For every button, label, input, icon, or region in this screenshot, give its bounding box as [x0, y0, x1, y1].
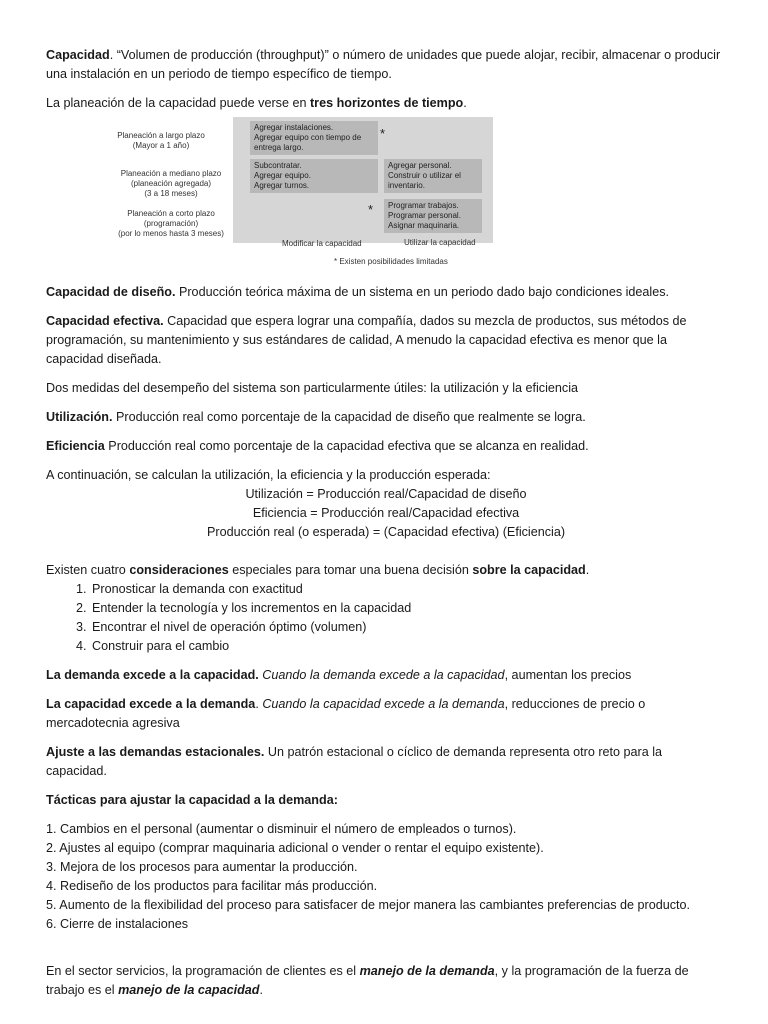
demand-exceeds-text: , aumentan los precios	[504, 668, 632, 682]
document-page	[46, 46, 726, 1000]
term-utilization: Utilización.	[46, 410, 113, 424]
cell-mid-use-3: inventario.	[388, 181, 425, 190]
limited-star-long: *	[380, 126, 386, 141]
term-demand-exceeds: La demanda excede a la capacidad.	[46, 668, 259, 682]
list-item: 1. Cambios en el personal (aumentar o disminuir el número de empleados o turnos).	[46, 822, 517, 836]
term-capacidad: Capacidad	[46, 48, 110, 62]
row-label-short-l1: Planeación a corto plazo	[127, 209, 215, 218]
tactics-heading	[46, 791, 726, 810]
formula-expected-output: Producción real (o esperada) = (Capacidad efectiva) (Eficiencia)	[206, 525, 566, 539]
services-demand-management: manejo de la demanda	[359, 964, 495, 978]
tactics-list	[46, 820, 726, 934]
considerations-intro	[46, 561, 726, 580]
row-label-short	[106, 209, 236, 239]
efficiency-definition	[46, 437, 726, 456]
formulas	[46, 485, 726, 542]
demand-exceeds-capacity	[46, 666, 726, 685]
capacity-exceeds-dot: .	[255, 697, 263, 711]
list-item: 3. Encontrar el nivel de operación óptimo (volumen)	[90, 618, 726, 637]
calculation-intro: A continuación, se calculan la utilización, la eficiencia y la producción esperada:	[46, 468, 491, 482]
list-item: 2. Entender la tecnología y los incrementos en la capacidad	[90, 599, 726, 618]
cell-mid-use-1: Agregar personal.	[388, 161, 452, 170]
planning-intro	[46, 94, 726, 113]
formula-efficiency: Eficiencia = Producción real/Capacidad efectiva	[252, 506, 520, 520]
row-label-mid-l1: Planeación a mediano plazo	[120, 169, 222, 178]
demand-exceeds-italic: Cuando la demanda excede a la capacidad	[262, 668, 505, 682]
axis-modify-capacity: Modificar la capacidad	[282, 239, 362, 248]
capacity-definition	[46, 46, 726, 84]
formula-utilization: Utilización = Producción real/Capacidad de diseño	[245, 487, 527, 501]
seasonal-demand	[46, 743, 726, 781]
planning-intro-pre: La planeación de la capacidad puede verse en	[46, 96, 310, 110]
services-mid: , y la programación de la fuerza de trabajo es el	[46, 964, 689, 997]
axis-use-capacity: Utilizar la capacidad	[404, 238, 476, 247]
row-label-long-l1: Planeación a largo plazo	[117, 131, 205, 140]
list-item: 6. Cierre de instalaciones	[46, 917, 189, 931]
term-design-capacity: Capacidad de diseño.	[46, 285, 176, 299]
list-item: 4. Construir para el cambio	[90, 637, 726, 656]
design-capacity	[46, 283, 726, 302]
diagram-footnote: * Existen posibilidades limitadas	[334, 257, 448, 266]
capacity-exceeds-italic: Cuando la capacidad excede a la demanda	[262, 697, 505, 711]
seasonal-text: Un patrón estacional o cíclico de demanda representa otro reto para la capacidad.	[46, 745, 663, 778]
cell-mid-modify	[250, 159, 378, 193]
design-capacity-text: Producción teórica máxima de un sistema en un periodo dado bajo condiciones ideales.	[175, 285, 670, 299]
cell-mid-use	[384, 159, 482, 193]
cell-mid-modify-2: Agregar equipo.	[254, 171, 311, 180]
list-item: 1. Pronosticar la demanda con exactitud	[90, 580, 726, 599]
list-item: 2. Ajustes al equipo (comprar maquinaria adicional o vender o rentar el equipo existente).	[46, 841, 544, 855]
tactics-heading-text: Tácticas para ajustar la capacidad a la demanda:	[46, 793, 338, 807]
cell-long-modify	[250, 121, 378, 155]
services-pre: En el sector servicios, la programación de clientes es el	[46, 964, 360, 978]
capacity-planning-diagram	[46, 117, 726, 283]
services-capacity-management: manejo de la capacidad	[118, 983, 260, 997]
row-label-mid	[106, 169, 236, 199]
considerations-list	[46, 580, 726, 656]
cell-long-modify-3: entrega largo.	[254, 143, 304, 152]
list-item: 3. Mejora de los procesos para aumentar la producción.	[46, 860, 358, 874]
planning-intro-post: .	[463, 96, 467, 110]
cell-mid-modify-1: Subcontratar.	[254, 161, 302, 170]
utilization-definition	[46, 408, 726, 427]
term-seasonal: Ajuste a las demandas estacionales.	[46, 745, 265, 759]
capacity-definition-text: . “Volumen de producción (throughput)” o número de unidades que puede alojar, recibir, almacenar o producir una instalación en un periodo de tiempo específico de tiempo.	[46, 48, 721, 81]
row-label-long-l2: (Mayor a 1 año)	[132, 141, 190, 150]
considerations-post: .	[585, 563, 590, 577]
row-label-short-l2: (programación)	[143, 219, 199, 228]
row-label-mid-l3: (3 a 18 meses)	[144, 189, 198, 198]
term-efficiency: Eficiencia	[46, 439, 105, 453]
cell-short-use-1: Programar trabajos.	[388, 201, 459, 210]
planning-intro-bold: tres horizontes de tiempo	[309, 96, 464, 110]
list-item: 4. Rediseño de los productos para facilitar más producción.	[46, 879, 378, 893]
cell-mid-modify-3: Agregar turnos.	[254, 181, 310, 190]
cell-long-modify-2: Agregar equipo con tiempo de	[254, 133, 362, 142]
performance-measures: Dos medidas del desempeño del sistema son particularmente útiles: la utilización y la eficiencia	[46, 381, 579, 395]
capacity-exceeds-demand	[46, 695, 726, 733]
services-sector	[46, 962, 726, 1000]
considerations-pre: Existen cuatro	[46, 563, 130, 577]
term-effective-capacity: Capacidad efectiva.	[46, 314, 164, 328]
row-label-long	[96, 131, 226, 151]
cell-short-use-3: Asignar maquinaria.	[388, 221, 460, 230]
row-label-mid-l2: (planeación agregada)	[130, 179, 212, 188]
cell-mid-use-2: Construir o utilizar el	[388, 171, 461, 180]
effective-capacity	[46, 312, 726, 369]
cell-long-modify-1: Agregar instalaciones.	[254, 123, 334, 132]
term-capacity-exceeds: La capacidad excede a la demanda	[46, 697, 256, 711]
cell-short-use-2: Programar personal.	[388, 211, 461, 220]
limited-star-short: *	[368, 202, 374, 217]
capacity-exceeds-text: , reducciones de precio o mercadotecnia agresiva	[46, 697, 646, 730]
services-post: .	[259, 983, 263, 997]
efficiency-text: Producción real como porcentaje de la capacidad efectiva que se alcanza en realidad.	[104, 439, 589, 453]
considerations-bold-2: sobre la capacidad	[472, 563, 586, 577]
considerations-mid: especiales para tomar una buena decisión	[228, 563, 473, 577]
row-label-short-l3: (por lo menos hasta 3 meses)	[118, 229, 224, 238]
considerations-bold: consideraciones	[129, 563, 229, 577]
effective-capacity-text: Capacidad que espera lograr una compañía, dados su mezcla de productos, sus métodos de programación, su mantenimiento y sus estándares de calidad, A menudo la capacidad efectiva es menor que la capacidad diseñada.	[46, 314, 687, 366]
cell-short-use	[384, 199, 482, 233]
utilization-text: Producción real como porcentaje de la capacidad de diseño que realmente se logra.	[112, 410, 586, 424]
list-item: 5. Aumento de la flexibilidad del proceso para satisfacer de mejor manera las cambiantes preferencias de producto.	[46, 898, 691, 912]
